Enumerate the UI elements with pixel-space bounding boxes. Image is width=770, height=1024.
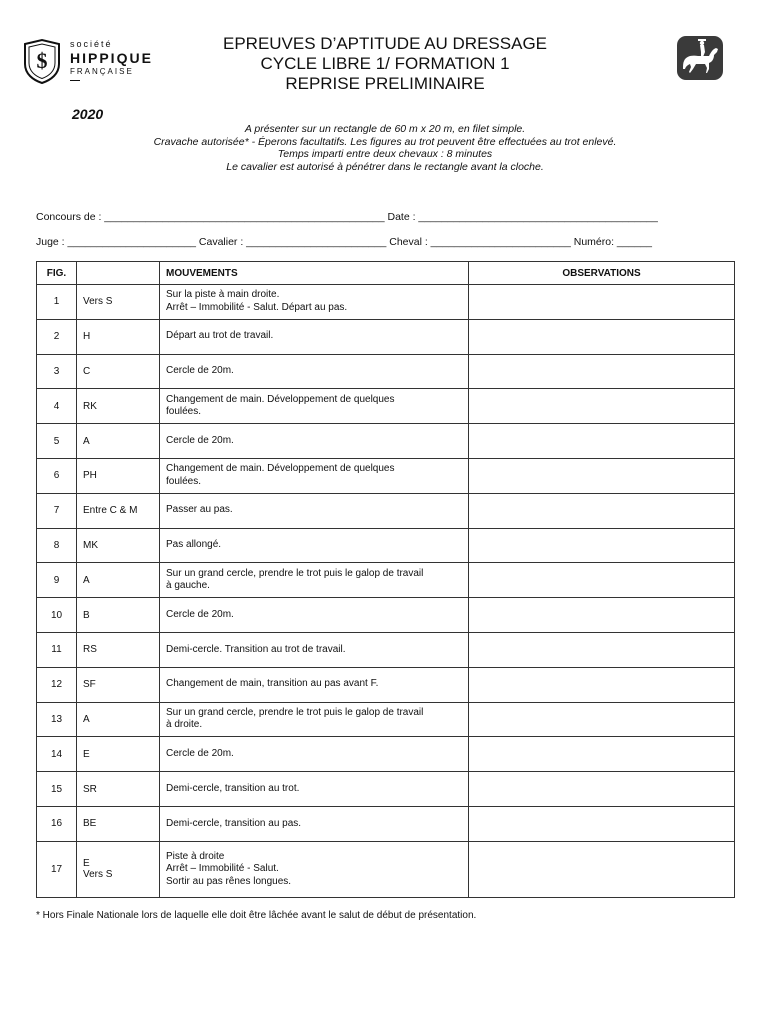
table-row bbox=[37, 841, 735, 897]
observation-cell[interactable] bbox=[469, 702, 735, 737]
table-row bbox=[37, 319, 735, 354]
fig-number: 13 bbox=[37, 702, 77, 737]
movement-description: Pas allongé. bbox=[160, 528, 469, 563]
observation-cell[interactable] bbox=[469, 632, 735, 667]
instruction-line: Le cavalier est autorisé à pénétrer dans le rectangle avant la cloche. bbox=[226, 160, 544, 173]
table-row bbox=[37, 493, 735, 528]
movement-description: Changement de main. Développement de quelques foulées. bbox=[160, 389, 469, 424]
table-row bbox=[37, 458, 735, 493]
table-row bbox=[37, 702, 735, 737]
table-row bbox=[37, 285, 735, 320]
header-observations: OBSERVATIONS bbox=[469, 262, 735, 285]
movement-description: Sur un grand cercle, prendre le trot puis le galop de travail à gauche. bbox=[160, 563, 469, 598]
observation-cell[interactable] bbox=[469, 806, 735, 841]
arena-letters: BE bbox=[77, 806, 160, 841]
arena-letters: H bbox=[77, 319, 160, 354]
movement-description: Sur la piste à main droite. Arrêt – Immobilité - Salut. Départ au pas. bbox=[160, 285, 469, 320]
observation-cell[interactable] bbox=[469, 493, 735, 528]
instruction-line: A présenter sur un rectangle de 60 m x 20 m, en filet simple. bbox=[244, 123, 526, 135]
title-line-1: EPREUVES D’APTITUDE AU DRESSAGE bbox=[222, 34, 548, 53]
observation-cell[interactable] bbox=[469, 389, 735, 424]
observation-cell[interactable] bbox=[469, 285, 735, 320]
arena-letters: A bbox=[77, 563, 160, 598]
movements-table bbox=[36, 261, 735, 898]
fig-number: 2 bbox=[37, 319, 77, 354]
table-row bbox=[37, 389, 735, 424]
table-row bbox=[37, 772, 735, 807]
arena-letters: E Vers S bbox=[77, 841, 160, 897]
movement-description: Cercle de 20m. bbox=[160, 737, 469, 772]
header-fig: FIG. bbox=[37, 262, 77, 285]
arena-letters: MK bbox=[77, 528, 160, 563]
fig-number: 11 bbox=[37, 632, 77, 667]
shf-shield-icon bbox=[22, 38, 62, 84]
reprise-year: 2020 bbox=[72, 106, 104, 122]
movement-description: Changement de main. Développement de quelques foulées. bbox=[160, 458, 469, 493]
logo-line-3: FRANÇAISE bbox=[70, 67, 134, 76]
movement-description: Départ au trot de travail. bbox=[160, 319, 469, 354]
fig-number: 3 bbox=[37, 354, 77, 389]
header-movements: MOUVEMENTS bbox=[160, 262, 469, 285]
arena-letters: PH bbox=[77, 458, 160, 493]
arena-letters: Entre C & M bbox=[77, 493, 160, 528]
footnote: * Hors Finale Nationale lors de laquelle elle doit être lâchée avant le salut de début de présentation. bbox=[36, 910, 477, 921]
fig-number: 8 bbox=[37, 528, 77, 563]
instructions bbox=[80, 123, 690, 173]
movement-description: Changement de main, transition au pas avant F. bbox=[160, 667, 469, 702]
judge-rider-horse-line[interactable]: Juge : ______________________ Cavalier : ________________________ Cheval : ________________________ Numéro: ______ bbox=[36, 236, 652, 248]
arena-letters: A bbox=[77, 702, 160, 737]
instruction-line: Cravache autorisée* - Éperons facultatifs. Les figures au trot peuvent être effectuées au trot enlevé. bbox=[153, 135, 617, 148]
table-row bbox=[37, 632, 735, 667]
arena-letters: A bbox=[77, 424, 160, 459]
logo-dash bbox=[70, 80, 80, 81]
movement-description: Cercle de 20m. bbox=[160, 354, 469, 389]
table-row bbox=[37, 667, 735, 702]
observation-cell[interactable] bbox=[469, 319, 735, 354]
movement-description: Demi-cercle, transition au pas. bbox=[160, 806, 469, 841]
movement-description: Piste à droite Arrêt – Immobilité - Salut. Sortir au pas rênes longues. bbox=[160, 841, 469, 897]
title-line-3: REPRISE PRELIMINAIRE bbox=[285, 74, 485, 93]
observation-cell[interactable] bbox=[469, 458, 735, 493]
arena-letters: RK bbox=[77, 389, 160, 424]
movement-description: Cercle de 20m. bbox=[160, 598, 469, 633]
movement-description: Sur un grand cercle, prendre le trot puis le galop de travail à droite. bbox=[160, 702, 469, 737]
observation-cell[interactable] bbox=[469, 354, 735, 389]
title-line-2: CYCLE LIBRE 1/ FORMATION 1 bbox=[260, 54, 510, 73]
fig-number: 17 bbox=[37, 841, 77, 897]
header-letters bbox=[77, 262, 160, 285]
arena-letters: Vers S bbox=[77, 285, 160, 320]
table-row bbox=[37, 528, 735, 563]
fig-number: 7 bbox=[37, 493, 77, 528]
table-header-row bbox=[37, 262, 735, 285]
fig-number: 16 bbox=[37, 806, 77, 841]
observation-cell[interactable] bbox=[469, 667, 735, 702]
observation-cell[interactable] bbox=[469, 841, 735, 897]
arena-letters: C bbox=[77, 354, 160, 389]
dressage-horse-rider-icon bbox=[676, 35, 724, 81]
table-row bbox=[37, 563, 735, 598]
table-row bbox=[37, 737, 735, 772]
table-row bbox=[37, 354, 735, 389]
arena-letters: B bbox=[77, 598, 160, 633]
movement-description: Cercle de 20m. bbox=[160, 424, 469, 459]
table-row bbox=[37, 598, 735, 633]
fig-number: 12 bbox=[37, 667, 77, 702]
observation-cell[interactable] bbox=[469, 528, 735, 563]
svg-text:$: $ bbox=[36, 48, 48, 73]
observation-cell[interactable] bbox=[469, 772, 735, 807]
observation-cell[interactable] bbox=[469, 424, 735, 459]
movement-description: Passer au pas. bbox=[160, 493, 469, 528]
movement-description: Demi-cercle, transition au trot. bbox=[160, 772, 469, 807]
dressage-badge bbox=[676, 35, 724, 81]
competition-date-line[interactable]: Concours de : ________________________________________________ Date : _________________________________________ bbox=[36, 211, 658, 223]
fig-number: 4 bbox=[37, 389, 77, 424]
page-title bbox=[180, 34, 590, 94]
observation-cell[interactable] bbox=[469, 598, 735, 633]
movement-description: Demi-cercle. Transition au trot de travail. bbox=[160, 632, 469, 667]
logo-line-1: société bbox=[70, 39, 113, 49]
observation-cell[interactable] bbox=[469, 737, 735, 772]
arena-letters: SR bbox=[77, 772, 160, 807]
table-row bbox=[37, 806, 735, 841]
fig-number: 10 bbox=[37, 598, 77, 633]
fig-number: 6 bbox=[37, 458, 77, 493]
arena-letters: RS bbox=[77, 632, 160, 667]
table-row bbox=[37, 424, 735, 459]
arena-letters: SF bbox=[77, 667, 160, 702]
fig-number: 15 bbox=[37, 772, 77, 807]
observation-cell[interactable] bbox=[469, 563, 735, 598]
instruction-line: Temps imparti entre deux chevaux : 8 minutes bbox=[277, 148, 493, 160]
logo-line-2: HIPPIQUE bbox=[70, 50, 153, 66]
shf-logo bbox=[22, 38, 152, 86]
arena-letters: E bbox=[77, 737, 160, 772]
fig-number: 5 bbox=[37, 424, 77, 459]
fig-number: 14 bbox=[37, 737, 77, 772]
fig-number: 9 bbox=[37, 563, 77, 598]
fig-number: 1 bbox=[37, 285, 77, 320]
